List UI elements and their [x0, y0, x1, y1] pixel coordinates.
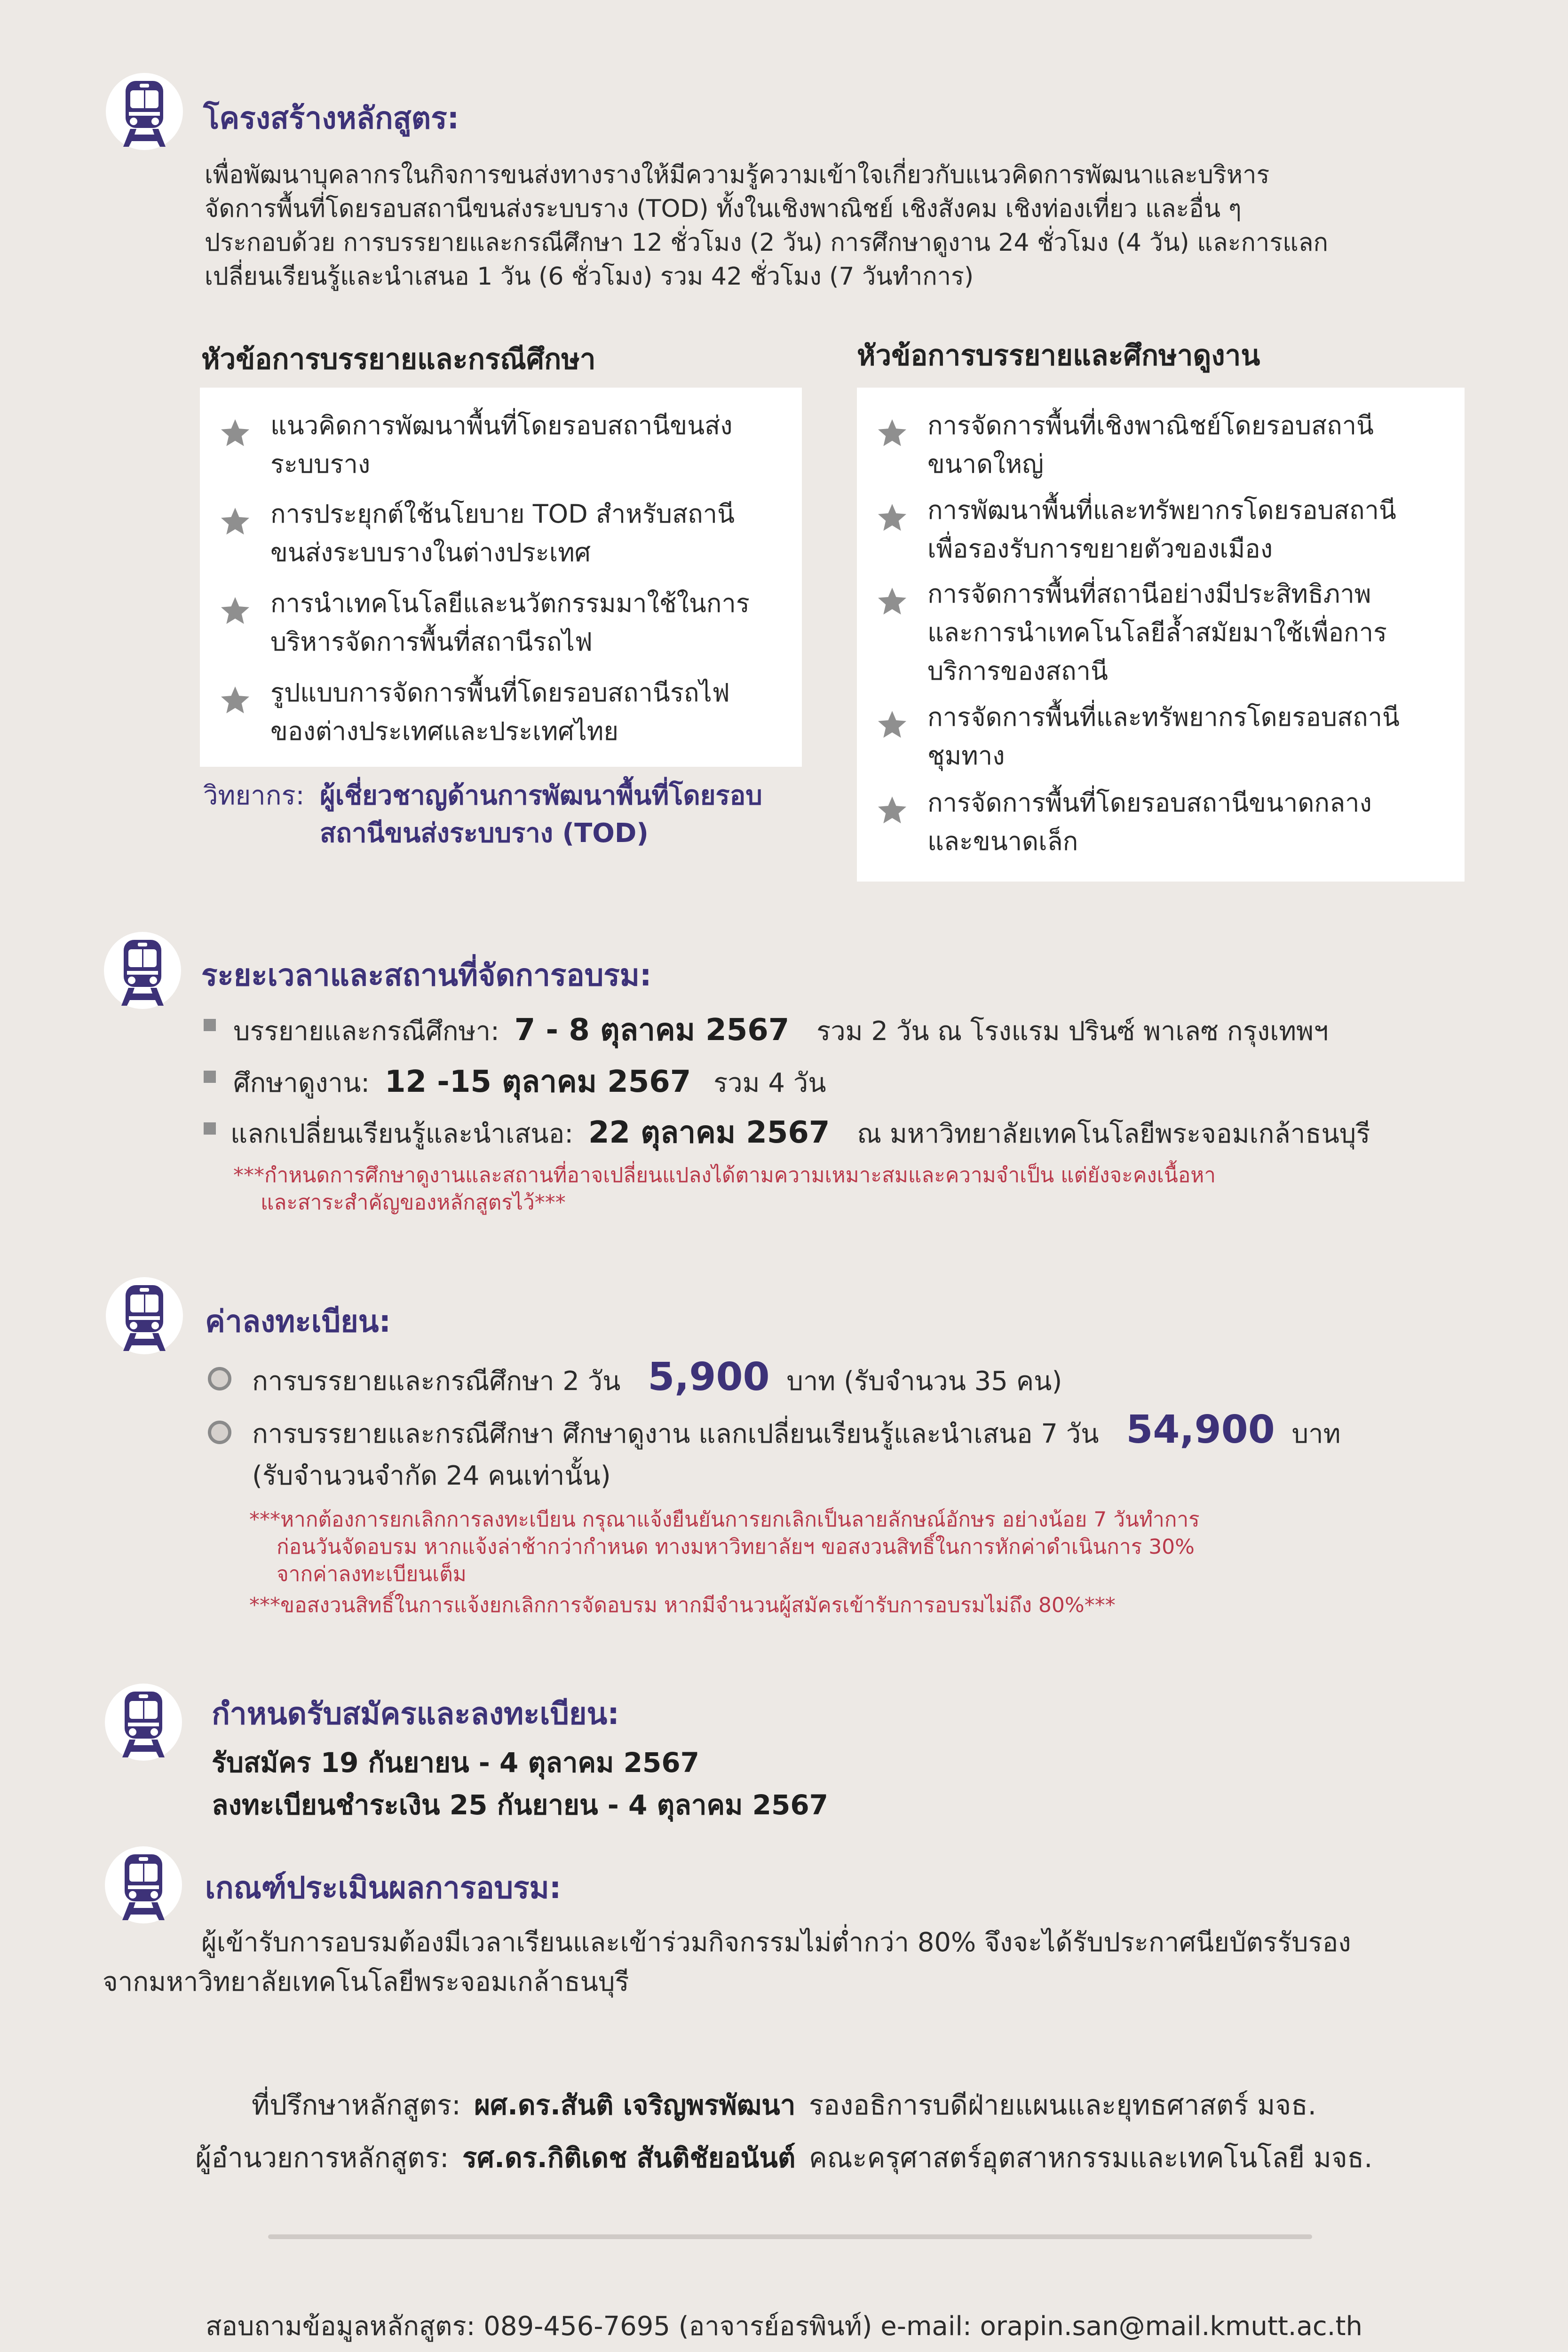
star-icon [876, 501, 909, 534]
evaluation-line-2: จากมหาวิทยาลัยเทคโนโลยีพระจอมเกล้าธนบุรี [103, 1967, 629, 1997]
train-icon [103, 1845, 183, 1925]
speaker [203, 777, 762, 849]
fee-notes: ***หากต้องการยกเลิกการลงทะเบียน กรุณาแจ้งยืนยันการยกเลิกเป็นลายลักษณ์อักษร อย่างน้อย 7 วันทำการ ก่อนวันจัดอบรม หากแจ้งล่าช้ากว่ากำหนด ทางมหาวิทยาลัยฯ ขอสงวนสิทธิ์ในการหักค่าดำเนินการ 30% จากค่าลงทะเบียนเต็ม ***ขอสงวนสิทธิ์ในการแจ้งยกเลิกการจัดอบรม หากมีจำนวนผู้สมัครเข้ารับการอบรมไม่ถึง 80%*** [249, 1508, 1200, 1617]
section-title-evaluation: เกณฑ์ประเมินผลการอบรม: [205, 1871, 562, 1906]
square-bullet-icon [204, 1019, 216, 1031]
section-title-structure: โครงสร้างหลักสูตร: [203, 101, 459, 136]
director-line: ผู้อำนวยการหลักสูตร: รศ.ดร.กิติเดช สันติชัยอนันต์ คณะครุศาสตร์อุตสาหกรรมและเทคโนโลยี มจธ. [195, 2142, 1373, 2174]
star-icon [876, 417, 909, 450]
section-title-deadline: กำหนดรับสมัครและลงทะเบียน: [212, 1697, 619, 1732]
star-icon [876, 794, 909, 827]
star-icon [219, 505, 252, 538]
section-title-fee: ค่าลงทะเบียน: [205, 1304, 391, 1339]
radio-circle-icon [208, 1421, 231, 1444]
train-icon [103, 1682, 183, 1762]
schedule-row-study-visit: ศึกษาดูงาน: 12 -15 ตุลาคม 2567 รวม 4 วัน [233, 1065, 826, 1099]
contact-course: สอบถามข้อมูลหลักสูตร: 089-456-7695 (อาจารย์อรพินท์) e-mail: orapin.san@mail.kmutt.ac.th [206, 2311, 1362, 2342]
star-icon [219, 684, 252, 717]
section-title-schedule: ระยะเวลาและสถานที่จัดการอบรม: [201, 958, 652, 993]
divider [268, 2234, 1312, 2239]
evaluation-line-1: ผู้เข้ารับการอบรมต้องมีเวลาเรียนและเข้าร่วมกิจกรรมไม่ต่ำกว่า 80% จึงจะได้รับประกาศนียบัตรรับรอง [201, 1927, 1351, 1958]
square-bullet-icon [204, 1071, 216, 1083]
star-icon [219, 595, 252, 628]
structure-description: เพื่อพัฒนาบุคลากรในกิจการขนส่งทางรางให้มีความรู้ความเข้าใจเกี่ยวกับแนวคิดการพัฒนาและบริหาร จัดการพื้นที่โดยรอบสถานีขนส่งระบบราง (TOD) ทั้งในเชิงพาณิชย์ เชิงสังคม เชิงท่องเที่ยว และอื่น ๆ ประกอบด้วย การบรรยายและกรณีศึกษา 12 ชั่วโมง (2 วัน) การศึกษาดูงาน 24 ชั่วโมง (4 วัน) และการแลก เปลี่ยนเรียนรู้และนำเสนอ 1 วัน (6 ชั่วโมง) รวม 42 ชั่วโมง (7 วันทำการ) [205, 161, 1329, 291]
train-icon [104, 72, 184, 151]
left-topics-heading: หัวข้อการบรรยายและกรณีศึกษา [201, 343, 596, 376]
application-period: รับสมัคร 19 กันยายน - 4 ตุลาคม 2567 [212, 1747, 700, 1779]
right-topics-heading: หัวข้อการบรรยายและศึกษาดูงาน [857, 339, 1260, 372]
speaker-name: ผู้เชี่ยวชาญด้านการพัฒนาพื้นที่โดยรอบ สถานีขนส่งระบบราง (TOD) [320, 780, 762, 849]
left-topics-box: แนวคิดการพัฒนาพื้นที่โดยรอบสถานีขนส่ง ระบบราง การประยุกต์ใช้นโยบาย TOD สำหรับสถานี ขนส่งระบบรางในต่างประเทศ การนำเทคโนโลยีและนวัตกรรมมาใช้ในการ บริหารจัดการพื้นที่สถานีรถไฟ รูปแบบการจัดการพื้นที่โดยรอบสถานีรถไฟ ของต่างประเทศและประเทศไทย [200, 388, 802, 767]
train-icon [104, 1276, 184, 1356]
fee-option-1: การบรรยายและกรณีศึกษา 2 วัน 5,900 บาท (รับจำนวน 35 คน) [252, 1355, 1062, 1399]
payment-period: ลงทะเบียนชำระเงิน 25 กันยายน - 4 ตุลาคม 2567 [212, 1789, 829, 1821]
star-icon [876, 708, 909, 741]
contact-registration [0, 2349, 1568, 2352]
schedule-note: ***กำหนดการศึกษาดูงานและสถานที่อาจเปลี่ยนแปลงได้ตามความเหมาะสมและความจำเป็น แต่ยังจะคงเนื้อหา และสาระสำคัญของหลักสูตรไว้*** [233, 1163, 1216, 1215]
fee-option-2: การบรรยายและกรณีศึกษา ศึกษาดูงาน แลกเปลี่ยนเรียนรู้และนำเสนอ 7 วัน 54,900 บาท [252, 1407, 1341, 1452]
radio-circle-icon [208, 1367, 231, 1391]
star-icon [219, 417, 252, 450]
schedule-row-lecture: บรรยายและกรณีศึกษา: 7 - 8 ตุลาคม 2567 รวม 2 วัน ณ โรงแรม ปรินซ์ พาเลซ กรุงเทพฯ [233, 1013, 1329, 1048]
advisor-line: ที่ปรึกษาหลักสูตร: ผศ.ดร.สันติ เจริญพรพัฒนา รองอธิการบดีฝ่ายแผนและยุทธศาสตร์ มจธ. [251, 2089, 1317, 2121]
fee-option-2-detail: (รับจำนวนจำกัด 24 คนเท่านั้น) [252, 1461, 611, 1491]
schedule-row-exchange: แลกเปลี่ยนเรียนรู้และนำเสนอ: 22 ตุลาคม 2567 ณ มหาวิทยาลัยเทคโนโลยีพระจอมเกล้าธนบุรี [230, 1115, 1370, 1150]
speaker-label: วิทยากร: [203, 780, 305, 811]
train-icon [103, 930, 182, 1010]
right-topics-box: การจัดการพื้นที่เชิงพาณิชย์โดยรอบสถานี ขนาดใหญ่ การพัฒนาพื้นที่และทรัพยากรโดยรอบสถานี เพื่อรองรับการขยายตัวของเมือง การจัดการพื้นที่สถานีอย่างมีประสิทธิภาพ และการนำเทคโนโลยีล้ำสมัยมาใช้เพื่อการ บริการของสถานี การจัดการพื้นที่และทรัพยากรโดยรอบสถานี ชุมทาง การจัดการพื้นที่โดยรอบสถานีขนาดกลาง และขนาดเล็ก [857, 388, 1465, 882]
star-icon [876, 585, 909, 618]
square-bullet-icon [204, 1122, 216, 1135]
